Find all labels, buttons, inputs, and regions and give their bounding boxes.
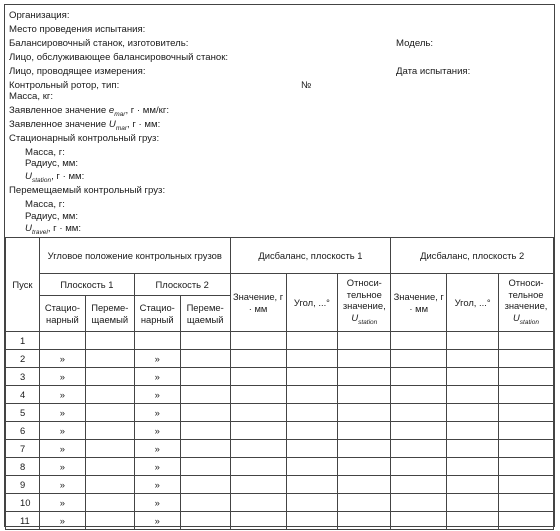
entry-cell[interactable] <box>447 458 499 476</box>
ditto-cell: » <box>39 440 85 458</box>
entry-cell[interactable] <box>498 422 553 440</box>
entry-cell[interactable] <box>230 422 286 440</box>
operator-label: Лицо, обслуживающее балансировочный станок: <box>9 52 229 63</box>
entry-cell[interactable] <box>447 440 499 458</box>
mass-kg-label: Масса, кг: <box>9 91 54 102</box>
entry-cell[interactable] <box>85 512 134 530</box>
run-column-header: Пуск <box>6 238 40 332</box>
declared-umar-label: Заявленное значение $U_{mar}$, г · мм: <box>9 119 161 132</box>
entry-cell[interactable] <box>180 458 230 476</box>
entry-cell[interactable] <box>286 368 338 386</box>
entry-cell[interactable] <box>498 386 553 404</box>
entry-cell[interactable] <box>391 512 447 530</box>
unbalance-plane1-header: Дисбаланс, плоскость 1 <box>230 238 391 274</box>
number-sign: № <box>301 80 312 91</box>
stationary-header-1: Стацио-нарный <box>39 296 85 332</box>
table-row <box>6 476 554 494</box>
run-number-cell: 9 <box>6 476 40 494</box>
ditto-cell: » <box>39 476 85 494</box>
entry-cell[interactable] <box>498 404 553 422</box>
entry-cell[interactable] <box>498 512 553 530</box>
entry-cell[interactable] <box>338 458 391 476</box>
entry-cell[interactable] <box>180 386 230 404</box>
angular-position-header: Угловое положение контрольных грузов <box>39 238 230 274</box>
entry-cell[interactable] <box>85 422 134 440</box>
entry-cell[interactable] <box>338 404 391 422</box>
unbalance-plane2-header: Дисбаланс, плоскость 2 <box>391 238 554 274</box>
test-date-label: Дата испытания: <box>396 66 471 77</box>
ditto-cell: » <box>134 512 180 530</box>
table-row <box>6 422 554 440</box>
entry-cell[interactable] <box>447 476 499 494</box>
entry-cell[interactable] <box>338 440 391 458</box>
table-row <box>6 458 554 476</box>
entry-cell[interactable] <box>230 404 286 422</box>
entry-cell[interactable] <box>447 494 499 512</box>
entry-cell[interactable] <box>447 512 499 530</box>
plane2-header: Плоскость 2 <box>134 274 230 296</box>
stationary-weight-label: Стационарный контрольный груз: <box>9 133 160 144</box>
entry-cell[interactable] <box>498 332 553 350</box>
entry-cell[interactable] <box>286 476 338 494</box>
entry-cell[interactable] <box>338 350 391 368</box>
stationary-mass-label: Масса, г: <box>25 147 65 158</box>
entry-cell[interactable] <box>85 368 134 386</box>
entry-cell[interactable] <box>230 440 286 458</box>
entry-cell[interactable] <box>180 476 230 494</box>
table-row <box>6 404 554 422</box>
entry-cell[interactable] <box>338 332 391 350</box>
run-number-cell: 2 <box>6 350 40 368</box>
table-row <box>6 332 554 350</box>
entry-cell[interactable] <box>338 512 391 530</box>
entry-cell[interactable] <box>391 332 447 350</box>
moving-header-2: Переме-щаемый <box>180 296 230 332</box>
travel-weight-label: Перемещаемый контрольный груз: <box>9 185 166 196</box>
value-header-1: Значение, г · мм <box>230 274 286 332</box>
run-number-cell: 7 <box>6 440 40 458</box>
table-row <box>6 512 554 530</box>
ditto-cell: » <box>134 422 180 440</box>
entry-cell[interactable] <box>286 458 338 476</box>
entry-cell[interactable] <box>338 386 391 404</box>
stationary-header-2: Стацио-нарный <box>134 296 180 332</box>
run-number-cell: 8 <box>6 458 40 476</box>
ditto-cell: » <box>134 386 180 404</box>
entry-cell[interactable] <box>180 332 230 350</box>
stationary-radius-label: Радиус, мм: <box>25 158 79 169</box>
entry-cell[interactable] <box>180 422 230 440</box>
entry-cell[interactable] <box>447 332 499 350</box>
entry-cell[interactable] <box>180 350 230 368</box>
ditto-cell: » <box>134 368 180 386</box>
entry-cell[interactable] <box>338 368 391 386</box>
entry-cell[interactable] <box>391 494 447 512</box>
form-header <box>5 5 554 238</box>
relative-header-2: Относи-тельное значение, $U_{station}$ <box>498 274 553 332</box>
angle-header-2: Угол, ...° <box>447 274 499 332</box>
entry-cell[interactable] <box>180 404 230 422</box>
ditto-cell: » <box>134 494 180 512</box>
entry-cell[interactable] <box>391 386 447 404</box>
entry-cell[interactable] <box>85 350 134 368</box>
table-row <box>6 494 554 512</box>
measurement-table <box>5 237 554 530</box>
entry-cell[interactable] <box>286 440 338 458</box>
measurer-label: Лицо, проводящее измерения: <box>9 66 146 77</box>
entry-cell[interactable] <box>498 494 553 512</box>
ditto-cell: » <box>39 386 85 404</box>
entry-cell[interactable] <box>85 458 134 476</box>
model-label: Модель: <box>396 38 434 49</box>
entry-cell[interactable] <box>391 404 447 422</box>
ditto-cell: » <box>134 440 180 458</box>
ditto-cell: » <box>39 404 85 422</box>
entry-cell[interactable] <box>39 332 85 350</box>
entry-cell[interactable] <box>85 404 134 422</box>
machine-maker-label: Балансировочный станок, изготовитель: <box>9 38 189 49</box>
entry-cell[interactable] <box>180 368 230 386</box>
rotor-type-label: Контрольный ротор, тип: <box>9 80 120 91</box>
plane1-header: Плоскость 1 <box>39 274 134 296</box>
entry-cell[interactable] <box>447 404 499 422</box>
entry-cell[interactable] <box>230 494 286 512</box>
table-row <box>6 440 554 458</box>
stationary-u-label: $U_{station}$, г · мм: <box>25 171 85 184</box>
entry-cell[interactable] <box>338 476 391 494</box>
run-number-cell: 3 <box>6 368 40 386</box>
entry-cell[interactable] <box>230 350 286 368</box>
entry-cell[interactable] <box>230 458 286 476</box>
entry-cell[interactable] <box>180 440 230 458</box>
travel-mass-label: Масса, г: <box>25 199 65 210</box>
table-row <box>6 350 554 368</box>
entry-cell[interactable] <box>447 368 499 386</box>
entry-cell[interactable] <box>85 476 134 494</box>
test-place-label: Место проведения испытания: <box>9 24 146 35</box>
test-record-form <box>4 4 555 527</box>
entry-cell[interactable] <box>391 350 447 368</box>
declared-emar-label: Заявленное значение $e_{mar}$, г · мм/кг: <box>9 105 170 118</box>
ditto-cell: » <box>39 350 85 368</box>
table-row <box>6 386 554 404</box>
entry-cell[interactable] <box>85 494 134 512</box>
entry-cell[interactable] <box>286 404 338 422</box>
entry-cell[interactable] <box>230 512 286 530</box>
entry-cell[interactable] <box>230 386 286 404</box>
value-header-2: Значение, г · мм <box>391 274 447 332</box>
entry-cell[interactable] <box>230 476 286 494</box>
moving-header-1: Переме-щаемый <box>85 296 134 332</box>
ditto-cell: » <box>134 404 180 422</box>
ditto-cell: » <box>134 476 180 494</box>
travel-u-label: $U_{travel}$, г · мм: <box>25 223 82 236</box>
run-number-cell: 6 <box>6 422 40 440</box>
entry-cell[interactable] <box>498 476 553 494</box>
ditto-cell: » <box>134 350 180 368</box>
entry-cell[interactable] <box>286 386 338 404</box>
travel-radius-label: Радиус, мм: <box>25 211 79 222</box>
table-row <box>6 368 554 386</box>
angle-header-1: Угол, ...° <box>286 274 338 332</box>
run-number-cell: 1 <box>6 332 40 350</box>
entry-cell[interactable] <box>134 332 180 350</box>
organization-label: Организация: <box>9 10 70 21</box>
ditto-cell: » <box>39 368 85 386</box>
entry-cell[interactable] <box>498 458 553 476</box>
entry-cell[interactable] <box>286 512 338 530</box>
entry-cell[interactable] <box>391 458 447 476</box>
entry-cell[interactable] <box>338 494 391 512</box>
entry-cell[interactable] <box>85 440 134 458</box>
entry-cell[interactable] <box>180 494 230 512</box>
entry-cell[interactable] <box>498 350 553 368</box>
entry-cell[interactable] <box>391 368 447 386</box>
run-number-cell: 5 <box>6 404 40 422</box>
entry-cell[interactable] <box>447 350 499 368</box>
ditto-cell: » <box>39 422 85 440</box>
entry-cell[interactable] <box>286 494 338 512</box>
ditto-cell: » <box>134 458 180 476</box>
run-number-cell: 11 <box>6 512 40 530</box>
entry-cell[interactable] <box>286 332 338 350</box>
entry-cell[interactable] <box>286 422 338 440</box>
entry-cell[interactable] <box>498 440 553 458</box>
ditto-cell: » <box>39 512 85 530</box>
entry-cell[interactable] <box>391 422 447 440</box>
entry-cell[interactable] <box>85 332 134 350</box>
entry-cell[interactable] <box>230 368 286 386</box>
entry-cell[interactable] <box>230 332 286 350</box>
entry-cell[interactable] <box>498 368 553 386</box>
relative-header-1: Относи-тельное значение, $U_{station}$ <box>338 274 391 332</box>
entry-cell[interactable] <box>447 386 499 404</box>
entry-cell[interactable] <box>180 512 230 530</box>
entry-cell[interactable] <box>338 422 391 440</box>
run-number-cell: 10 <box>6 494 40 512</box>
entry-cell[interactable] <box>391 476 447 494</box>
entry-cell[interactable] <box>85 386 134 404</box>
run-number-cell: 4 <box>6 386 40 404</box>
ditto-cell: » <box>39 494 85 512</box>
ditto-cell: » <box>39 458 85 476</box>
entry-cell[interactable] <box>286 350 338 368</box>
entry-cell[interactable] <box>447 422 499 440</box>
entry-cell[interactable] <box>391 440 447 458</box>
